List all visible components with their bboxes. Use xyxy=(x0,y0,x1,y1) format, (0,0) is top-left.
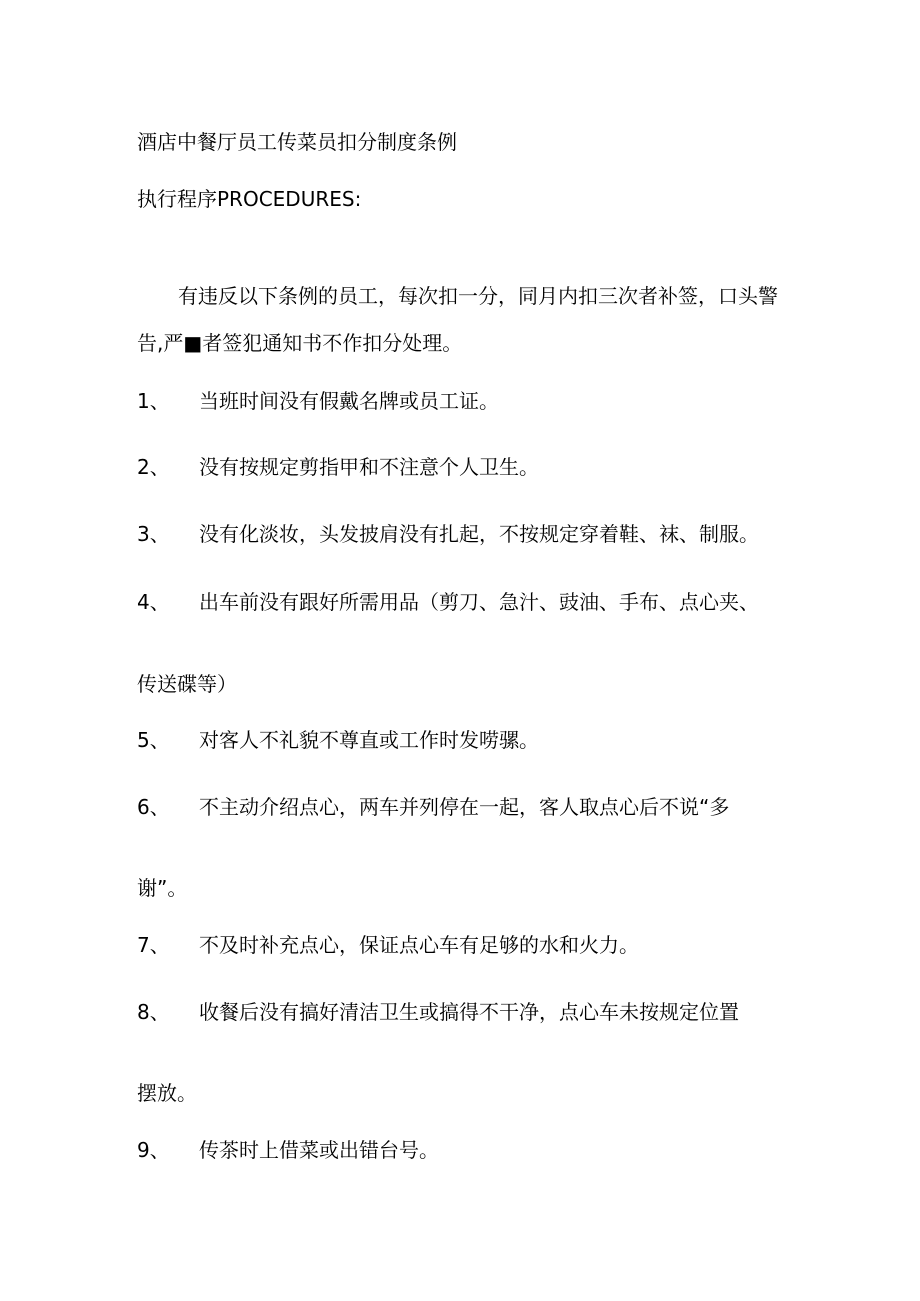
list-item-text: 对客人不礼貌不尊直或工作时发唠骡。 xyxy=(199,728,539,752)
document-title: 酒店中餐厅员工传菜员扣分制度条例 xyxy=(137,130,457,154)
list-item-number: 5、 xyxy=(137,728,170,752)
list-item-number: 7、 xyxy=(137,933,170,957)
list-item-number: 6、 xyxy=(137,795,170,819)
list-item-text: 不主动介绍点心，两车并列停在一起，客人取点心后不说“多 xyxy=(199,795,730,819)
list-item-number: 3、 xyxy=(137,522,170,546)
list-item-number: 9、 xyxy=(137,1138,170,1162)
list-item-text: 不及时补充点心，保证点心车有足够的水和火力。 xyxy=(199,933,639,957)
list-item-number: 4、 xyxy=(137,590,170,614)
list-item-number: 8、 xyxy=(137,1000,170,1024)
list-item-continuation: 谢”。 xyxy=(137,876,188,900)
list-item-number: 1、 xyxy=(137,389,170,413)
list-item-number: 2、 xyxy=(137,455,170,479)
list-item-text: 没有化淡妆，头发披肩没有扎起，不按规定穿着鞋、袜、制服。 xyxy=(199,522,759,546)
list-item-continuation: 摆放。 xyxy=(137,1081,197,1105)
list-item-text: 收餐后没有搞好清洁卫生或搞得不干净，点心车未按规定位置 xyxy=(199,1000,739,1024)
list-item-text: 传茶时上借菜或出错台号。 xyxy=(199,1138,439,1162)
list-item-continuation: 传送碟等） xyxy=(137,672,237,696)
list-item-text: 出车前没有跟好所需用品（剪刀、急汁、豉油、手布、点心夹、 xyxy=(199,590,759,614)
document-subtitle: 执行程序PROCEDURES: xyxy=(137,187,362,211)
intro-line-2: 告,严■者签犯通知书不作扣分处理。 xyxy=(137,331,463,355)
list-item-text: 没有按规定剪指甲和不注意个人卫生。 xyxy=(199,455,539,479)
intro-line-1: 有违反以下条例的员工，每次扣一分，同月内扣三次者补签，口头警 xyxy=(178,284,778,308)
list-item-text: 当班时间没有假戴名牌或员工证。 xyxy=(199,389,499,413)
